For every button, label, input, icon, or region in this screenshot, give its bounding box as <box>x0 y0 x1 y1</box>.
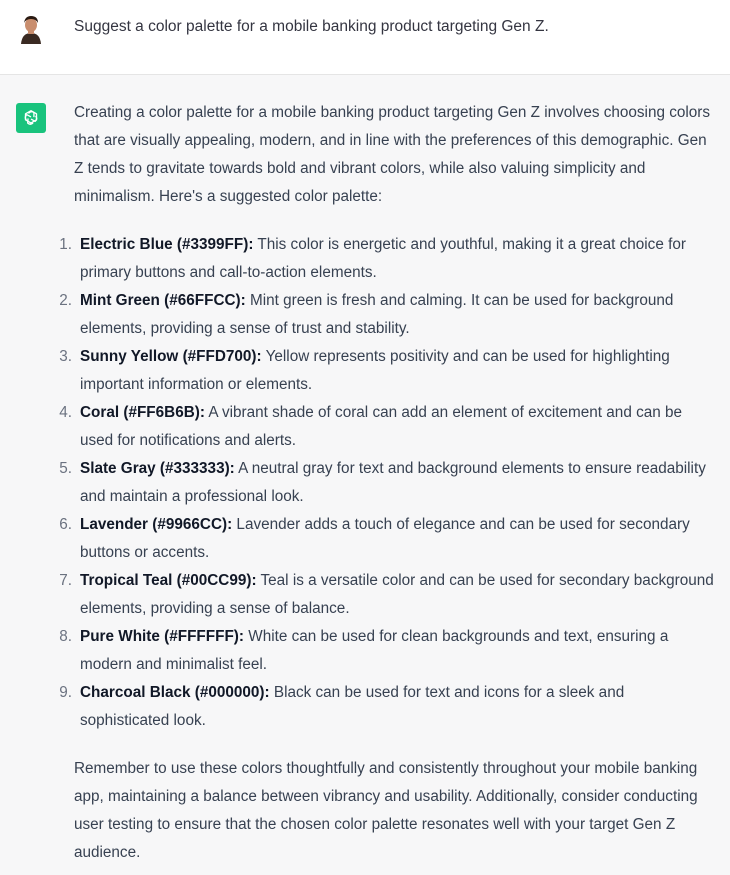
color-name-label: Lavender (#9966CC): <box>80 516 233 533</box>
list-item-number: 3. <box>59 348 72 365</box>
user-avatar <box>16 14 46 44</box>
color-description: Black can be used for text and icons for a sleek and sophisticated look. <box>80 684 625 729</box>
color-palette-list-item <box>59 231 714 287</box>
color-name-label: Coral (#FF6B6B): <box>80 404 205 421</box>
list-item-number: 4. <box>59 404 72 421</box>
list-item-number: 2. <box>59 292 72 309</box>
color-name-label: Charcoal Black (#000000): <box>80 684 270 701</box>
color-palette-list-item <box>59 679 714 735</box>
color-name-label: Mint Green (#66FFCC): <box>80 292 246 309</box>
color-name-label: Tropical Teal (#00CC99): <box>80 572 257 589</box>
color-name-label: Sunny Yellow (#FFD700): <box>80 348 262 365</box>
color-palette-list-item <box>59 455 714 511</box>
list-item-number: 9. <box>59 684 72 701</box>
color-palette-list-item <box>59 287 714 343</box>
color-description: Lavender adds a touch of elegance and can be used for secondary buttons or accents. <box>80 516 690 561</box>
color-description: A neutral gray for text and background elements to ensure readability and maintain a professional look. <box>80 460 706 505</box>
list-item-number: 1. <box>59 236 72 253</box>
color-palette-list <box>59 231 714 735</box>
color-name-label: Electric Blue (#3399FF): <box>80 236 254 253</box>
color-name-label: Slate Gray (#333333): <box>80 460 235 477</box>
assistant-outro-paragraph: Remember to use these colors thoughtfully and consistently throughout your mobile banking app, maintaining a balance between vibrancy and usability. Additionally, consider conducting user testing to ensure that the chosen color palette resonates well with your target Gen Z audience. <box>74 760 698 861</box>
user-message-row <box>0 0 730 75</box>
color-name-label: Pure White (#FFFFFF): <box>80 628 244 645</box>
list-item-number: 6. <box>59 516 72 533</box>
color-description: White can be used for clean backgrounds and text, ensuring a modern and minimalist feel. <box>80 628 669 673</box>
openai-logo-icon <box>21 108 41 128</box>
color-palette-list-item <box>59 343 714 399</box>
color-description: This color is energetic and youthful, making it a great choice for primary buttons and call-to-action elements. <box>80 236 686 281</box>
assistant-avatar <box>16 103 46 133</box>
color-palette-list-item <box>59 567 714 623</box>
color-palette-list-item <box>59 623 714 679</box>
color-description: Teal is a versatile color and can be used for secondary background elements, providing a sense of balance. <box>80 572 714 617</box>
color-description: Yellow represents positivity and can be used for highlighting important information or elements. <box>80 348 670 393</box>
user-avatar-icon <box>16 14 46 44</box>
list-item-number: 5. <box>59 460 72 477</box>
assistant-message-content <box>59 99 714 867</box>
color-description: A vibrant shade of coral can add an element of excitement and can be used for notifications and alerts. <box>80 404 683 449</box>
user-message-text: Suggest a color palette for a mobile banking product targeting Gen Z. <box>74 18 549 35</box>
assistant-intro-paragraph: Creating a color palette for a mobile banking product targeting Gen Z involves choosing colors that are visually appealing, modern, and in line with the preferences of this demographic. Gen Z tends to gravitate towards bold and vibrant colors, while also valuing simplicity and minimalism. Here's a suggested color palette: <box>74 104 711 205</box>
assistant-message-row <box>0 75 730 875</box>
color-palette-list-item <box>59 399 714 455</box>
list-item-number: 8. <box>59 628 72 645</box>
list-item-number: 7. <box>59 572 72 589</box>
color-palette-list-item <box>59 511 714 567</box>
color-description: Mint green is fresh and calming. It can be used for background elements, providing a sense of trust and stability. <box>80 292 674 337</box>
